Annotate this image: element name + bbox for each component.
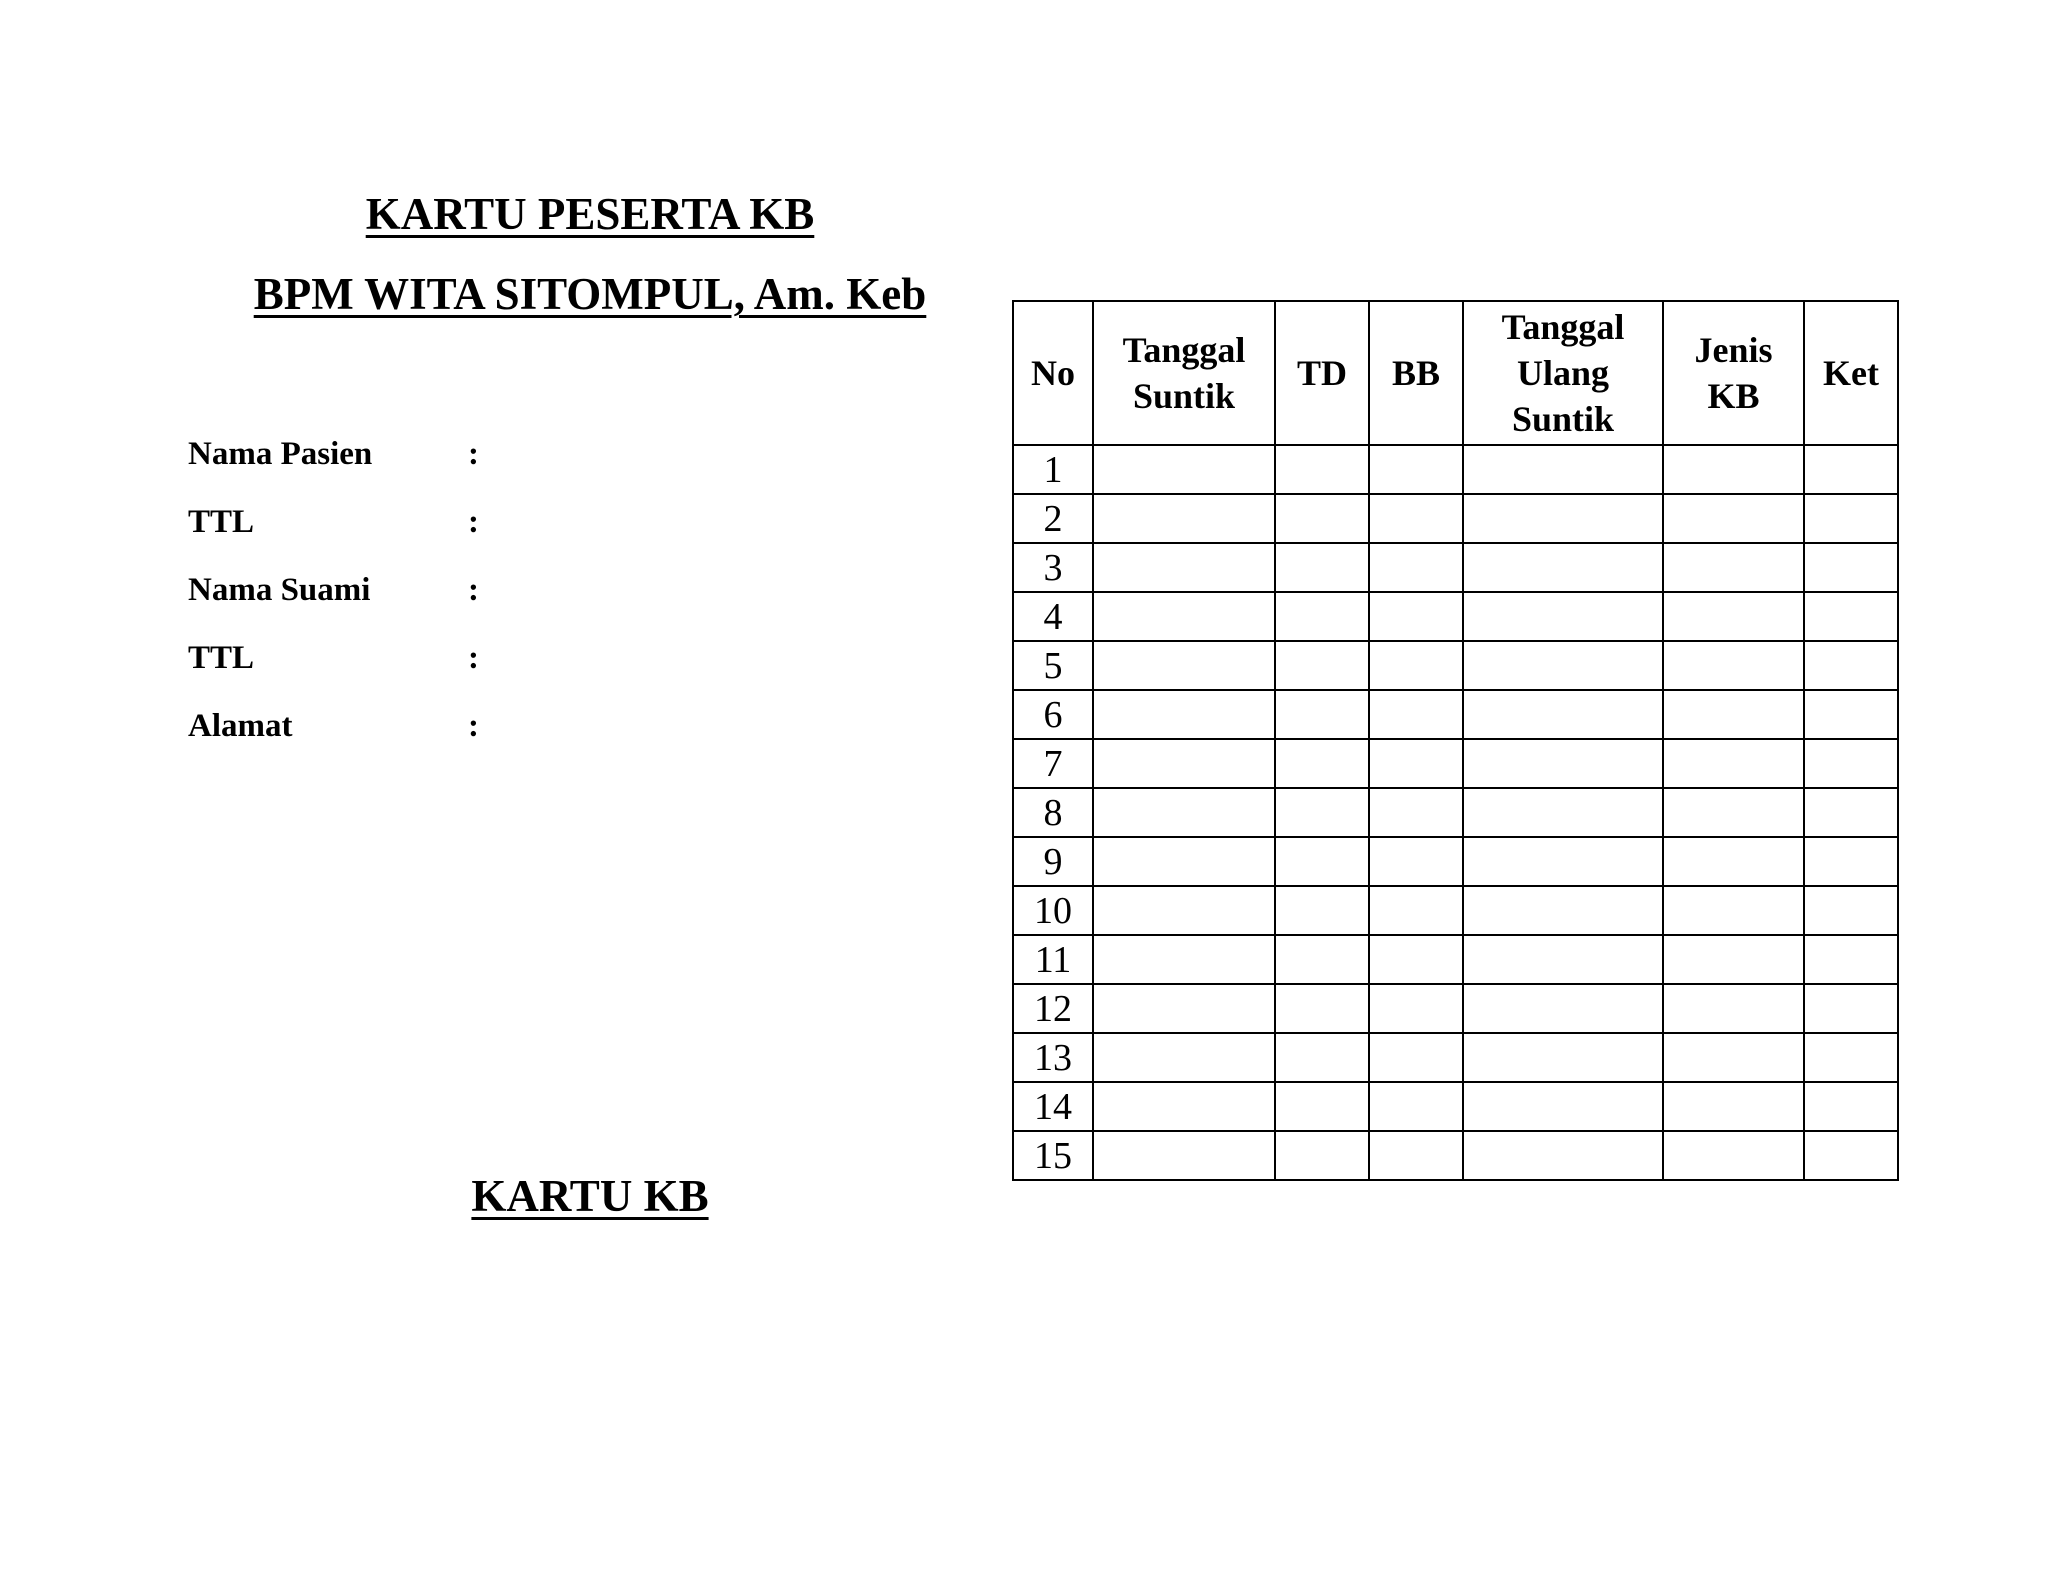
header-line: Suntik xyxy=(1132,376,1236,416)
row-number: 15 xyxy=(1013,1131,1093,1180)
field-colon: : xyxy=(468,503,479,540)
cell-bb xyxy=(1369,1131,1463,1180)
cell-tanggal-suntik xyxy=(1093,935,1275,984)
cell-jenis-kb xyxy=(1663,592,1804,641)
cell-jenis-kb xyxy=(1663,935,1804,984)
header-line: Tanggal xyxy=(1501,307,1625,347)
cell-jenis-kb xyxy=(1663,1033,1804,1082)
cell-jenis-kb xyxy=(1663,690,1804,739)
cell-tanggal-ulang xyxy=(1463,837,1663,886)
cell-bb xyxy=(1369,592,1463,641)
cell-tanggal-suntik xyxy=(1093,543,1275,592)
table-row xyxy=(1013,1033,1898,1082)
field-colon: : xyxy=(468,435,479,472)
cell-ket xyxy=(1804,1131,1898,1180)
cell-jenis-kb xyxy=(1663,1131,1804,1180)
cell-tanggal-suntik xyxy=(1093,739,1275,788)
cell-td xyxy=(1275,445,1369,494)
table-row xyxy=(1013,1082,1898,1131)
cell-tanggal-suntik xyxy=(1093,445,1275,494)
field-colon: : xyxy=(468,707,479,744)
cell-ket xyxy=(1804,788,1898,837)
cell-tanggal-ulang xyxy=(1463,494,1663,543)
field-colon: : xyxy=(468,571,479,608)
cell-ket xyxy=(1804,886,1898,935)
cell-bb xyxy=(1369,494,1463,543)
header-jenis-kb xyxy=(1663,301,1804,445)
cell-tanggal-suntik xyxy=(1093,494,1275,543)
cell-tanggal-suntik xyxy=(1093,1082,1275,1131)
cell-bb xyxy=(1369,641,1463,690)
cell-jenis-kb xyxy=(1663,984,1804,1033)
cell-td xyxy=(1275,886,1369,935)
cell-tanggal-ulang xyxy=(1463,445,1663,494)
table-row xyxy=(1013,739,1898,788)
header-line: Ulang xyxy=(1516,353,1610,393)
field-label: Nama Suami xyxy=(188,571,371,608)
cell-bb xyxy=(1369,1082,1463,1131)
cell-bb xyxy=(1369,788,1463,837)
header-no: No xyxy=(1013,301,1093,445)
field-alamat xyxy=(188,692,498,760)
row-number: 1 xyxy=(1013,445,1093,494)
cell-bb xyxy=(1369,739,1463,788)
cell-tanggal-ulang xyxy=(1463,1131,1663,1180)
cell-td xyxy=(1275,837,1369,886)
cell-bb xyxy=(1369,837,1463,886)
cell-tanggal-suntik xyxy=(1093,984,1275,1033)
cell-tanggal-suntik xyxy=(1093,690,1275,739)
cell-jenis-kb xyxy=(1663,445,1804,494)
cell-ket xyxy=(1804,1082,1898,1131)
cell-tanggal-ulang xyxy=(1463,543,1663,592)
row-number: 13 xyxy=(1013,1033,1093,1082)
header-line: Tanggal xyxy=(1122,330,1246,370)
header-tanggal-suntik xyxy=(1093,301,1275,445)
cell-tanggal-suntik xyxy=(1093,1131,1275,1180)
cell-tanggal-ulang xyxy=(1463,690,1663,739)
cell-bb xyxy=(1369,445,1463,494)
cell-bb xyxy=(1369,690,1463,739)
table-row xyxy=(1013,935,1898,984)
cell-jenis-kb xyxy=(1663,788,1804,837)
cell-tanggal-ulang xyxy=(1463,641,1663,690)
cell-td xyxy=(1275,788,1369,837)
row-number: 8 xyxy=(1013,788,1093,837)
cell-td xyxy=(1275,641,1369,690)
cell-jenis-kb xyxy=(1663,886,1804,935)
header-tanggal-ulang-suntik xyxy=(1463,301,1663,445)
table-row xyxy=(1013,886,1898,935)
header-bb: BB xyxy=(1369,301,1463,445)
cell-tanggal-ulang xyxy=(1463,886,1663,935)
field-ttl-pasien xyxy=(188,488,498,556)
cell-jenis-kb xyxy=(1663,543,1804,592)
cell-tanggal-suntik xyxy=(1093,886,1275,935)
row-number: 14 xyxy=(1013,1082,1093,1131)
cell-bb xyxy=(1369,984,1463,1033)
cell-tanggal-suntik xyxy=(1093,641,1275,690)
cell-bb xyxy=(1369,1033,1463,1082)
cell-ket xyxy=(1804,641,1898,690)
cell-td xyxy=(1275,1033,1369,1082)
header-line: Suntik xyxy=(1511,399,1615,439)
field-nama-suami xyxy=(188,556,498,624)
cell-td xyxy=(1275,592,1369,641)
table-header-row xyxy=(1013,301,1898,445)
clinic-name: BPM WITA SITOMPUL, Am. Keb xyxy=(253,269,927,319)
cell-tanggal-suntik xyxy=(1093,837,1275,886)
field-nama-pasien xyxy=(188,420,498,488)
cell-ket xyxy=(1804,494,1898,543)
table-row xyxy=(1013,1131,1898,1180)
table-row xyxy=(1013,837,1898,886)
header-td: TD xyxy=(1275,301,1369,445)
cell-ket xyxy=(1804,1033,1898,1082)
row-number: 9 xyxy=(1013,837,1093,886)
cell-tanggal-ulang xyxy=(1463,984,1663,1033)
field-label: TTL xyxy=(188,639,255,676)
cell-ket xyxy=(1804,739,1898,788)
card-footer-title: KARTU KB xyxy=(471,1171,709,1221)
cell-ket xyxy=(1804,592,1898,641)
table-row xyxy=(1013,494,1898,543)
cell-tanggal-ulang xyxy=(1463,788,1663,837)
row-number: 12 xyxy=(1013,984,1093,1033)
cell-jenis-kb xyxy=(1663,641,1804,690)
cell-td xyxy=(1275,543,1369,592)
row-number: 2 xyxy=(1013,494,1093,543)
cell-tanggal-ulang xyxy=(1463,739,1663,788)
field-label: Nama Pasien xyxy=(188,435,373,472)
row-number: 3 xyxy=(1013,543,1093,592)
table-row xyxy=(1013,788,1898,837)
cell-bb xyxy=(1369,543,1463,592)
row-number: 11 xyxy=(1013,935,1093,984)
table-row xyxy=(1013,641,1898,690)
header-ket: Ket xyxy=(1804,301,1898,445)
cell-tanggal-ulang xyxy=(1463,1033,1663,1082)
cell-ket xyxy=(1804,543,1898,592)
cell-tanggal-ulang xyxy=(1463,592,1663,641)
field-label: Alamat xyxy=(188,707,293,744)
cell-ket xyxy=(1804,837,1898,886)
cell-bb xyxy=(1369,935,1463,984)
row-number: 6 xyxy=(1013,690,1093,739)
cell-jenis-kb xyxy=(1663,1082,1804,1131)
table-row xyxy=(1013,690,1898,739)
cell-bb xyxy=(1369,886,1463,935)
cell-td xyxy=(1275,1082,1369,1131)
cell-jenis-kb xyxy=(1663,494,1804,543)
cell-jenis-kb xyxy=(1663,837,1804,886)
patient-fields xyxy=(188,420,498,760)
cell-ket xyxy=(1804,445,1898,494)
header-line: KB xyxy=(1707,376,1760,416)
injection-record-table xyxy=(1012,300,1899,1181)
cell-td xyxy=(1275,935,1369,984)
field-colon: : xyxy=(468,639,479,676)
card-title: KARTU PESERTA KB xyxy=(365,189,815,239)
row-number: 10 xyxy=(1013,886,1093,935)
cell-td xyxy=(1275,690,1369,739)
cell-ket xyxy=(1804,984,1898,1033)
cell-ket xyxy=(1804,935,1898,984)
cell-tanggal-suntik xyxy=(1093,1033,1275,1082)
cell-ket xyxy=(1804,690,1898,739)
row-number: 7 xyxy=(1013,739,1093,788)
cell-tanggal-suntik xyxy=(1093,788,1275,837)
cell-tanggal-suntik xyxy=(1093,592,1275,641)
cell-td xyxy=(1275,739,1369,788)
field-ttl-suami xyxy=(188,624,498,692)
table-row xyxy=(1013,592,1898,641)
table-row xyxy=(1013,445,1898,494)
row-number: 5 xyxy=(1013,641,1093,690)
field-label: TTL xyxy=(188,503,255,540)
cell-jenis-kb xyxy=(1663,739,1804,788)
header-line: Jenis xyxy=(1694,330,1773,370)
cell-td xyxy=(1275,1131,1369,1180)
row-number: 4 xyxy=(1013,592,1093,641)
cell-tanggal-ulang xyxy=(1463,935,1663,984)
table-row xyxy=(1013,543,1898,592)
cell-td xyxy=(1275,984,1369,1033)
table-row xyxy=(1013,984,1898,1033)
cell-td xyxy=(1275,494,1369,543)
cell-tanggal-ulang xyxy=(1463,1082,1663,1131)
